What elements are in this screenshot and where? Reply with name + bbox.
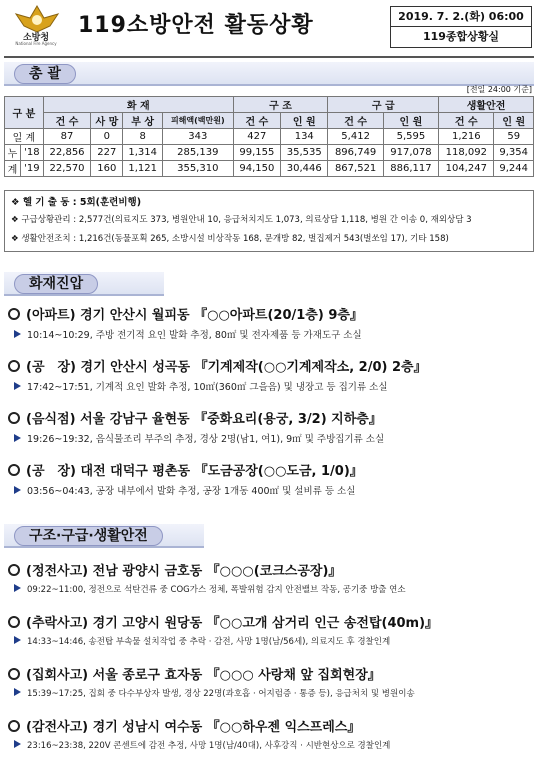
- table-cell: 22,856: [43, 145, 90, 161]
- fire-item-desc: 03:56~04:43, 공장 내부에서 발화 추정, 공장 1개동 400㎡ 및 설비류 등 소실: [14, 483, 532, 497]
- circle-bullet-icon: [8, 464, 20, 476]
- table-row: [5, 145, 534, 161]
- summary-section-title: 총 괄: [14, 64, 76, 84]
- table-cell: 99,155: [233, 145, 280, 161]
- header-fire: 화 재: [43, 97, 233, 113]
- triangle-bullet-icon: [14, 740, 21, 748]
- table-row: [5, 161, 534, 177]
- table-cell: 30,446: [281, 161, 328, 177]
- table-cell: 35,535: [281, 145, 328, 161]
- table-cell: 118,092: [439, 145, 494, 161]
- fire-item-title: (공 장) 경기 안산시 성곡동 『기계제작(○○기계제작소, 2/0) 2층』: [8, 356, 427, 375]
- triangle-bullet-icon: [14, 330, 21, 338]
- header-gubun: 구 분: [5, 97, 44, 129]
- header-count: 건 수: [439, 113, 494, 129]
- table-cell: 343: [162, 129, 233, 145]
- table-cell: 886,117: [383, 161, 438, 177]
- summary-section-bar: [4, 62, 534, 86]
- rescue-item-desc: 14:33~14:46, 송전탑 부속물 설치작업 중 추락 · 감전, 사망 1명(남/56세), 의료지도 후 경찰인계: [14, 635, 532, 647]
- circle-bullet-icon: [8, 668, 20, 680]
- baseline-note: [전일 24:00 기준]: [466, 85, 532, 94]
- table-cell: 427: [233, 129, 280, 145]
- table-cell: 134: [281, 129, 328, 145]
- row-year: '19: [20, 161, 43, 177]
- triangle-bullet-icon: [14, 486, 21, 494]
- table-cell: 9,244: [494, 161, 534, 177]
- fire-item-desc: 17:42~17:51, 기계적 요인 발화 추정, 10㎡(360㎡ 그을음) 및 냉장고 등 집기류 소실: [14, 379, 532, 393]
- table-cell: 285,139: [162, 145, 233, 161]
- triangle-bullet-icon: [14, 434, 21, 442]
- rescue-item-desc: 15:39~17:25, 집회 중 다수부상자 발생, 경상 22명(과호흡 · 어지럼증 · 통증 등), 응급처치 및 병원이송: [14, 687, 532, 699]
- triangle-bullet-icon: [14, 688, 21, 696]
- circle-bullet-icon: [8, 720, 20, 732]
- divider: [4, 56, 534, 58]
- rescue-item-title: (감전사고) 경기 성남시 여수동 『○○하우젠 익스프레스』: [8, 716, 360, 735]
- fire-item-title: (음식점) 서울 강남구 율현동 『중화요리(용궁, 3/2) 지하층』: [8, 408, 382, 427]
- summary-extra-box: [4, 190, 534, 252]
- report-date: 2019. 7. 2.(화) 06:00: [391, 7, 531, 27]
- triangle-bullet-icon: [14, 636, 21, 644]
- row-year: '18: [20, 145, 43, 161]
- table-cell: 22,570: [43, 161, 90, 177]
- header-rescue: 구 조: [233, 97, 328, 113]
- date-box: [390, 6, 532, 48]
- header-people: 인 원: [383, 113, 438, 129]
- rescue-item-title: (정전사고) 전남 광양시 금호동 『○○○(코크스공장)』: [8, 560, 341, 579]
- table-cell: 896,749: [328, 145, 383, 161]
- fire-item-desc: 10:14~10:29, 주방 전기적 요인 발화 추정, 80㎡ 및 전자제품 등 가재도구 소실: [14, 327, 532, 341]
- table-cell: 160: [91, 161, 123, 177]
- table-cell: 867,521: [328, 161, 383, 177]
- table-cell: 5,595: [383, 129, 438, 145]
- agency-name-en: National Fire Agency: [15, 41, 57, 46]
- table-cell: 1,216: [439, 129, 494, 145]
- rescue-item-title: (추락사고) 경기 고양시 원당동 『○○고개 삼거리 인근 송전탑(40m)』: [8, 612, 438, 631]
- header-count: 건 수: [328, 113, 383, 129]
- fire-item-title: (아파트) 경기 안산시 월피동 『○○아파트(20/1층) 9층』: [8, 304, 363, 323]
- table-cell: 9,354: [494, 145, 534, 161]
- fire-item-title: (공 장) 대전 대덕구 평촌동 『도금공장(○○도금, 1/0)』: [8, 460, 363, 479]
- row-label: 계: [5, 161, 21, 177]
- circle-bullet-icon: [8, 564, 20, 576]
- circle-bullet-icon: [8, 412, 20, 424]
- agency-name: 소방청: [22, 33, 50, 43]
- triangle-bullet-icon: [14, 382, 21, 390]
- header-count: 건 수: [233, 113, 280, 129]
- header-injury: 부 상: [123, 113, 162, 129]
- table-cell: 227: [91, 145, 123, 161]
- header-death: 사 망: [91, 113, 123, 129]
- header-people: 인 원: [494, 113, 534, 129]
- fire-item-desc: 19:26~19:32, 음식물조리 부주의 추정, 경상 2명(남1, 여1), 9㎡ 및 주방집기류 소실: [14, 431, 532, 445]
- table-cell: 1,314: [123, 145, 162, 161]
- table-cell: 104,247: [439, 161, 494, 177]
- table-cell: 917,078: [383, 145, 438, 161]
- table-cell: 87: [43, 129, 90, 145]
- rescue-item-title: (집회사고) 서울 종로구 효자동 『○○○ 사랑채 앞 집회현장』: [8, 664, 381, 683]
- summary-table: [4, 96, 534, 177]
- triangle-bullet-icon: [14, 584, 21, 592]
- header-ems: 구 급: [328, 97, 439, 113]
- fire-section-title: 화재진압: [14, 274, 98, 294]
- rescue-section-bar: [4, 524, 204, 548]
- life-safety-actions: ❖ 생활안전조치 : 1,216건(동물포획 265, 소방시설 비상작동 168, 문개방 82, 벌집제거 543(벌쏘임 17), 기타 158): [11, 234, 449, 244]
- table-cell: 0: [91, 129, 123, 145]
- heli-dispatch: ❖ 헬 기 출 동 : 5회(훈련비행): [11, 197, 142, 208]
- table-cell: 1,121: [123, 161, 162, 177]
- table-cell: 59: [494, 129, 534, 145]
- circle-bullet-icon: [8, 360, 20, 372]
- header-safety: 생활안전: [439, 97, 534, 113]
- table-row: [5, 129, 534, 145]
- circle-bullet-icon: [8, 616, 20, 628]
- table-cell: 94,150: [233, 161, 280, 177]
- table-cell: 5,412: [328, 129, 383, 145]
- table-cell: 8: [123, 129, 162, 145]
- fire-section-bar: [4, 272, 164, 296]
- table-cell: 355,310: [162, 161, 233, 177]
- rescue-item-desc: 23:16~23:38, 220V 콘센트에 감전 추정, 사망 1명(남/40대), 사후강직 · 시반현상으로 경찰인계: [14, 739, 532, 751]
- header-damage: 피해액(백만원): [162, 113, 233, 129]
- circle-bullet-icon: [8, 308, 20, 320]
- header: [0, 0, 538, 54]
- report-office: 119종합상황실: [422, 30, 500, 43]
- page-title: 119소방안전 활동상황: [78, 13, 314, 38]
- header-people: 인 원: [281, 113, 328, 129]
- rescue-item-desc: 09:22~11:00, 정전으로 석탄건류 중 COG가스 정체, 폭발위험 감지 안전밸브 작동, 공기중 방출 연소: [14, 583, 532, 595]
- rescue-section-title: 구조·구급·생활안전: [14, 526, 163, 546]
- row-label: 일 계: [5, 129, 44, 145]
- header-count: 건 수: [43, 113, 90, 129]
- ems-situation: ❖ 구급상황관리 : 2,577건(의료지도 373, 병원안내 10, 응급처치지도 1,073, 의료상담 1,118, 병원 간 이송 0, 재외상담 3: [11, 215, 472, 225]
- row-label: 누: [5, 145, 21, 161]
